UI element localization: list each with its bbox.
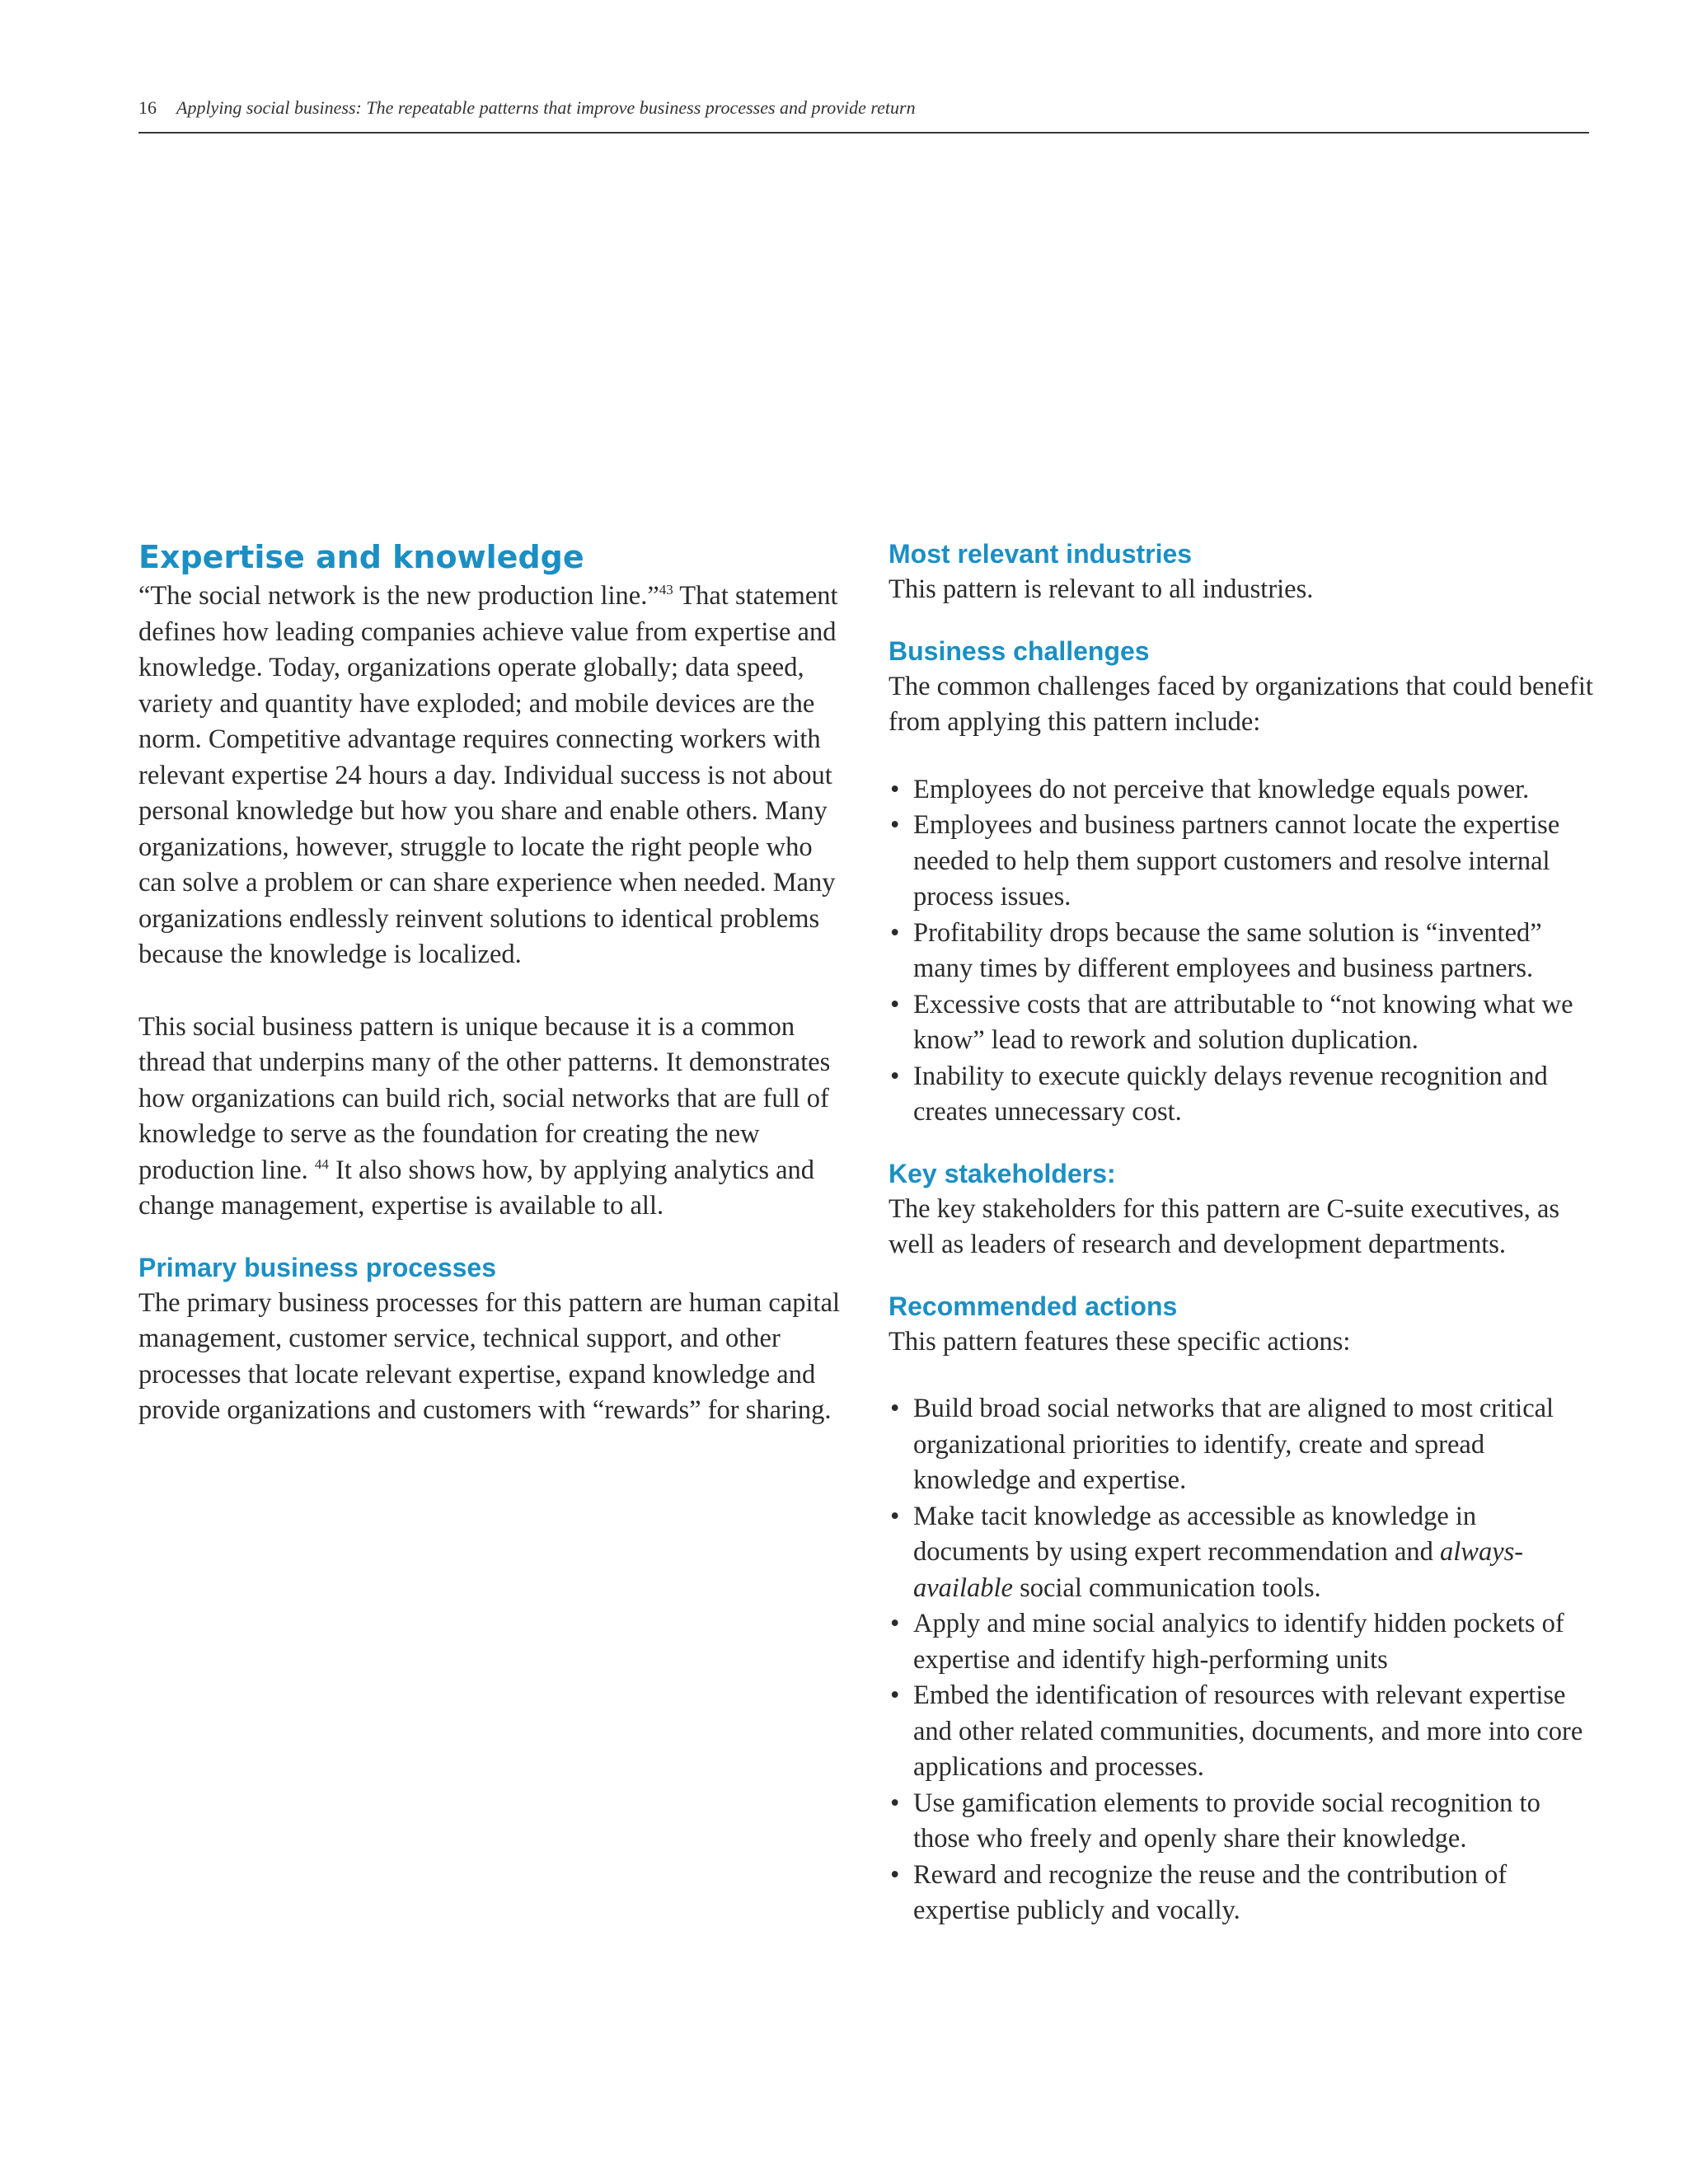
bullet-icon: •	[890, 1788, 900, 1818]
intro-text-end: That statement defines how leading companies achieve value from expertise and knowledge. Today, organizations operate globally; data speed, variety and quantity have exploded; and mobile devices are the norm. Competitive advantage requires connecting workers with relevant expertise 24 hours a day. Individual success is not about personal knowledge but how you share and enable others. Many organizations, however, struggle to locate the right people who can solve a problem or can share experience when needed. Many organizations endlessly reinvent solutions to identical problems because the knowledge is localized.	[138, 581, 838, 969]
list-item	[889, 916, 1597, 987]
running-header	[138, 92, 1589, 134]
list-item-text: Profitability drops because the same solution is “invented” many times by different employees and business partners.	[913, 917, 1542, 983]
challenges-list	[889, 772, 1597, 1131]
bullet-icon: •	[890, 1609, 900, 1638]
list-item-text: Excessive costs that are attributable to “not knowing what we know” lead to rework and solution duplication.	[913, 989, 1573, 1055]
challenges-intro: The common challenges faced by organizations that could benefit from applying this pattern include:	[889, 671, 1593, 737]
actions-heading: Recommended actions	[889, 1291, 1178, 1321]
challenges-heading: Business challenges	[889, 635, 1150, 666]
footnote-ref-44: 44	[314, 1155, 329, 1172]
section-heading: Expertise and knowledge	[138, 539, 584, 575]
footnote-ref-43: 43	[659, 582, 673, 598]
list-item	[889, 1786, 1597, 1858]
actions-intro: This pattern features these specific actions:	[889, 1326, 1351, 1357]
intro-text-start: “The social network is the new production line.”	[138, 581, 659, 611]
actions-list	[889, 1391, 1597, 1929]
list-item	[889, 1858, 1597, 1929]
bullet-icon: •	[890, 774, 900, 804]
stakeholders-paragraph: The key stakeholders for this pattern are C-suite executives, as well as leaders of research and development departments.	[889, 1193, 1560, 1259]
page-number: 16	[138, 97, 157, 118]
bullet-icon: •	[890, 1061, 900, 1091]
processes-heading: Primary business processes	[138, 1252, 497, 1282]
list-item-text: Apply and mine social analyics to identify hidden pockets of expertise and identify high-performing units	[913, 1609, 1564, 1675]
stakeholders-heading: Key stakeholders:	[889, 1158, 1116, 1188]
list-item	[889, 772, 1597, 808]
list-item-text: Make tacit knowledge as accessible as knowledge in documents by using expert recommendation and	[913, 1501, 1477, 1567]
list-item-text: Employees do not perceive that knowledge equals power.	[913, 774, 1530, 804]
list-item-text: Build broad social networks that are aligned to most critical organizational priorities to identify, create and spread knowledge and expertise.	[913, 1394, 1554, 1495]
list-item	[889, 1606, 1597, 1678]
right-column	[889, 536, 1597, 1929]
bullet-icon: •	[890, 989, 900, 1019]
bullet-icon: •	[890, 1859, 900, 1890]
bullet-icon: •	[890, 810, 900, 840]
bullet-icon: •	[890, 1501, 900, 1531]
industries-heading: Most relevant industries	[889, 539, 1193, 569]
pattern-text-start: This social business pattern is unique because it is a common thread that underpins many of the other patterns. It demonstrates how organizations can build rich, social networks that are full of knowledge to serve as the foundation for creating the new production line.	[138, 1011, 831, 1185]
list-item	[889, 808, 1597, 916]
running-title: Applying social business: The repeatable patterns that improve business processes and provide return	[176, 97, 916, 118]
list-item-text: Embed the identification of resources with relevant expertise and other related communities, documents, and more into core applications and processes.	[913, 1680, 1583, 1782]
industries-paragraph: This pattern is relevant to all industries.	[889, 574, 1314, 604]
list-item-text: Employees and business partners cannot locate the expertise needed to help them support customers and resolve internal process issues.	[913, 810, 1560, 912]
list-item	[889, 1059, 1597, 1131]
list-item	[889, 1391, 1597, 1499]
pattern-paragraph	[138, 1010, 847, 1225]
intro-paragraph	[138, 579, 847, 973]
list-item	[889, 987, 1597, 1059]
emphasized-text: always-available	[913, 1537, 1524, 1603]
bullet-icon: •	[890, 917, 900, 948]
list-item-text: Use gamification elements to provide social recognition to those who freely and openly share their knowledge.	[913, 1788, 1540, 1854]
pattern-text-end: It also shows how, by applying analytics and change management, expertise is available to all.	[138, 1155, 815, 1221]
bullet-icon: •	[890, 1680, 900, 1710]
bullet-icon: •	[890, 1394, 900, 1423]
list-item-text: social communication tools.	[1012, 1572, 1321, 1603]
list-item	[889, 1678, 1597, 1786]
left-column	[138, 536, 847, 1429]
list-item-text: Inability to execute quickly delays revenue recognition and creates unnecessary cost.	[913, 1061, 1548, 1127]
list-item	[889, 1499, 1597, 1607]
processes-paragraph: The primary business processes for this pattern are human capital management, customer service, technical support, and other processes that locate relevant expertise, expand knowledge and provide organizations and customers with “rewards” for sharing.	[138, 1287, 841, 1425]
list-item-text: Reward and recognize the reuse and the contribution of expertise publicly and vocally.	[913, 1859, 1507, 1925]
